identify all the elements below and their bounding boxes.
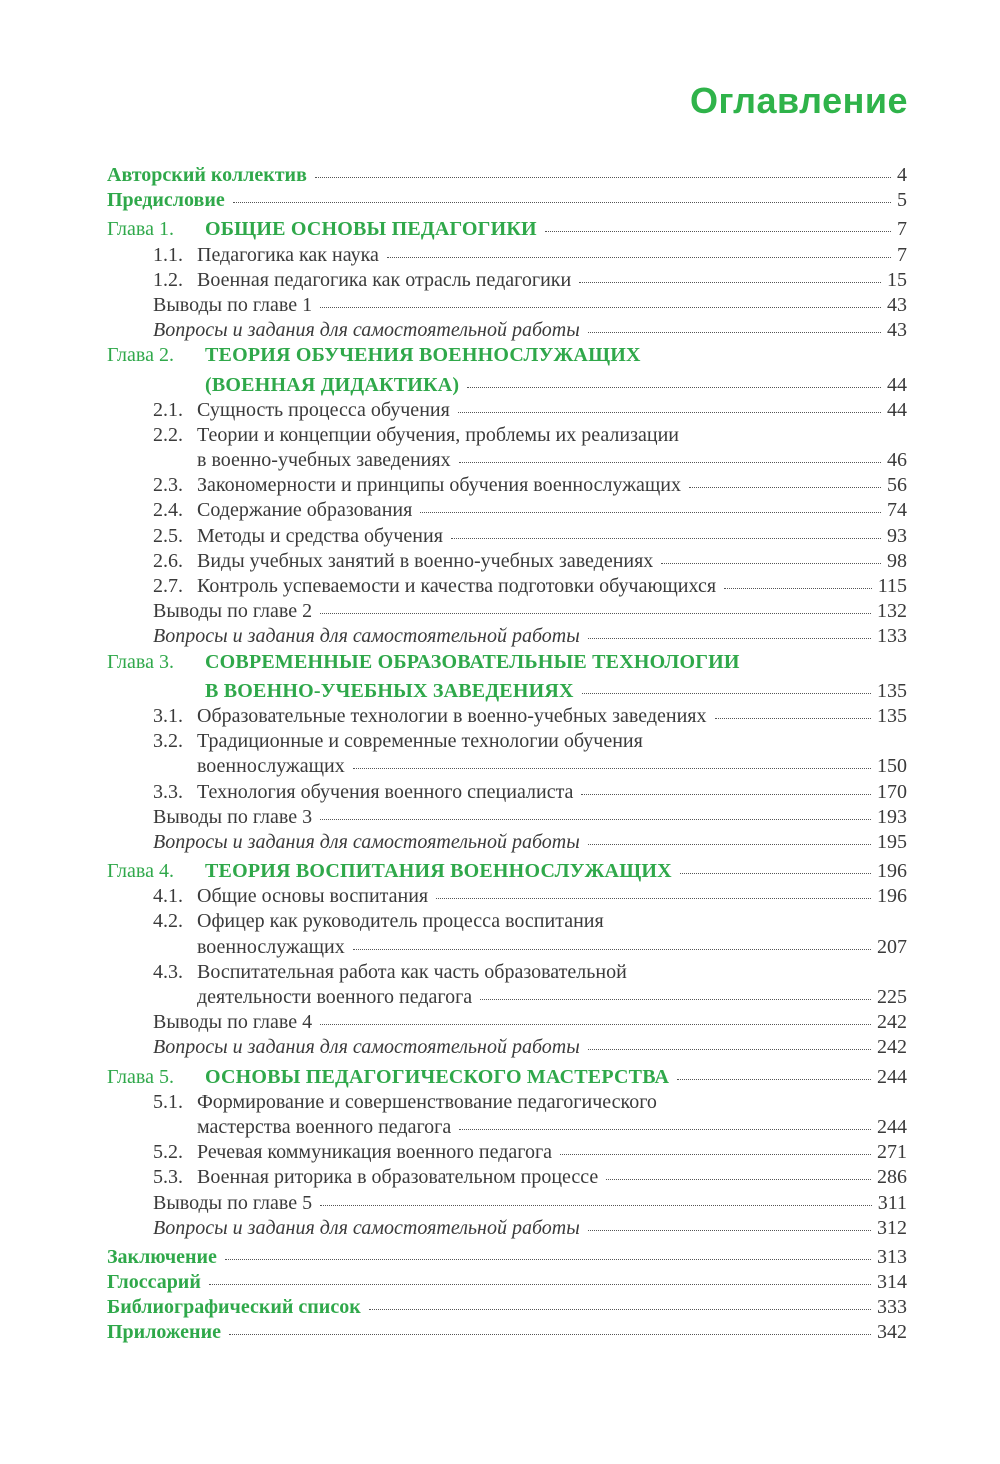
chapter-title: ОБЩИЕ ОСНОВЫ ПЕДАГОГИКИ — [205, 218, 537, 241]
page-number: 44 — [887, 373, 907, 396]
toc-entry-section[interactable] — [107, 243, 907, 268]
entry-label-wrap — [107, 1245, 217, 1270]
section-wrap — [107, 1091, 657, 1113]
toc-entry-conclusions[interactable] — [107, 599, 907, 624]
section-title: Методы и средства обучения — [197, 524, 443, 547]
section-wrap — [107, 600, 312, 622]
section-wrap — [107, 499, 412, 521]
toc-entry-chapter[interactable] — [107, 679, 907, 704]
toc-entry-section[interactable] — [107, 268, 907, 293]
section-title: в военно-учебных заведениях — [197, 449, 451, 472]
toc-entry-section[interactable] — [107, 549, 907, 574]
dot-leader — [715, 718, 871, 719]
page-number: 244 — [877, 1065, 907, 1088]
entry-label-wrap — [107, 1295, 361, 1320]
toc-entry-section[interactable] — [107, 398, 907, 423]
section-number: 3.2. — [153, 730, 183, 753]
dot-leader — [451, 538, 881, 539]
entry-label-wrap — [107, 217, 537, 242]
chapter-prefix: Глава 3. — [107, 650, 174, 673]
entry-label-wrap — [107, 679, 574, 704]
section-wrap — [107, 806, 312, 828]
toc-entry-back[interactable] — [107, 1320, 907, 1345]
section-number: 2.7. — [153, 575, 183, 597]
entry-label: Заключение — [107, 1245, 217, 1268]
chapter-prefix: Глава 2. — [107, 344, 174, 367]
chapter-title: СОВРЕМЕННЫЕ ОБРАЗОВАТЕЛЬНЫЕ ТЕХНОЛОГИИ — [205, 650, 740, 673]
dot-leader — [588, 332, 881, 333]
dot-leader — [315, 177, 891, 178]
dot-leader — [233, 202, 891, 203]
page-number: 312 — [877, 1216, 907, 1239]
page-number: 7 — [897, 218, 907, 241]
section-wrap — [107, 1166, 598, 1188]
section-title: Традиционные и современные технологии обучения — [197, 730, 643, 753]
entry-label-wrap — [107, 805, 312, 830]
section-wrap — [107, 1141, 552, 1163]
entry-label-wrap — [107, 243, 379, 268]
entry-label-wrap — [107, 163, 307, 188]
page-number: 313 — [877, 1245, 907, 1268]
toc-entry-section[interactable] — [107, 498, 907, 523]
page-number: 5 — [897, 189, 907, 212]
section-title: Речевая коммуникация военного педагога — [197, 1141, 553, 1164]
chapter-prefix: Глава 1. — [107, 218, 174, 241]
dot-leader — [560, 1154, 871, 1155]
dot-leader — [480, 999, 871, 1000]
dot-leader — [320, 1024, 871, 1025]
toc-entry-back[interactable] — [107, 1295, 907, 1320]
toc-entry-chapter[interactable] — [107, 373, 907, 398]
dot-leader — [545, 231, 891, 232]
entry-label-wrap — [107, 318, 580, 343]
section-title: Общие основы воспитания — [197, 885, 429, 908]
toc-entry-section[interactable] — [107, 935, 907, 960]
dot-leader — [320, 613, 871, 614]
entry-label: Предисловие — [107, 189, 225, 212]
toc-entry-section[interactable] — [107, 754, 907, 779]
entry-label: Приложение — [107, 1321, 221, 1344]
entry-label-wrap — [107, 1035, 580, 1060]
section-number: 5.3. — [153, 1166, 183, 1189]
section-title: Военная риторика в образовательном процессе — [197, 1166, 599, 1189]
page-number: 115 — [877, 575, 907, 597]
section-wrap — [107, 705, 707, 727]
page-number: 46 — [887, 449, 907, 472]
dot-leader — [459, 1129, 871, 1130]
questions-label: Вопросы и задания для самостоятельной работы — [153, 625, 580, 648]
toc-entry-questions[interactable] — [107, 624, 907, 649]
toc-entry-chapter — [107, 650, 907, 675]
toc-entry-conclusions[interactable] — [107, 1010, 907, 1035]
toc-entry-section[interactable] — [107, 1115, 907, 1140]
page-number: 311 — [877, 1191, 907, 1214]
dot-leader — [588, 1230, 871, 1231]
section-title-cont — [107, 1116, 451, 1138]
toc-entry-section[interactable] — [107, 524, 907, 549]
toc-entry-section — [107, 1090, 907, 1115]
toc-entry-back[interactable] — [107, 1245, 907, 1270]
toc-entry-chapter[interactable] — [107, 859, 907, 884]
toc-entry-section[interactable] — [107, 985, 907, 1010]
conclusions-label: Выводы по главе 2 — [153, 600, 313, 623]
page-number: 4 — [897, 164, 907, 186]
section-title: Виды учебных занятий в военно-учебных заведениях — [197, 549, 654, 572]
section-title: военнослужащих — [197, 935, 345, 958]
section-number: 2.6. — [153, 549, 183, 572]
chapter-title: ТЕОРИЯ ОБУЧЕНИЯ ВОЕННОСЛУЖАЩИХ — [205, 344, 641, 367]
page-number: 225 — [877, 986, 907, 1008]
toc-entry-section[interactable] — [107, 473, 907, 498]
dot-leader — [588, 1049, 871, 1050]
section-title: Педагогика как наука — [197, 243, 379, 266]
section-title: мастерства военного педагога — [197, 1115, 452, 1138]
page-number: 196 — [877, 860, 907, 883]
section-title: деятельности военного педагога — [197, 986, 473, 1008]
dot-leader — [436, 898, 871, 899]
section-wrap — [107, 244, 379, 266]
section-wrap — [107, 730, 643, 752]
page-number: 244 — [877, 1115, 907, 1138]
page-number: 286 — [877, 1166, 907, 1189]
toc-entry-section — [107, 909, 907, 934]
section-wrap — [107, 294, 312, 316]
entry-label-wrap — [107, 1270, 201, 1295]
chapter-title-cont — [107, 680, 574, 702]
toc-entry-section — [107, 960, 907, 985]
page-number: 135 — [877, 704, 907, 727]
dot-leader — [369, 1309, 871, 1310]
section-number: 5.1. — [153, 1090, 183, 1113]
section-wrap — [107, 575, 716, 597]
section-title: Образовательные технологии в военно-учебных заведениях — [197, 704, 707, 727]
dot-leader — [588, 638, 871, 639]
chapter-prefix: Глава 4. — [107, 860, 174, 883]
dot-leader — [229, 1334, 871, 1335]
entry-label-wrap — [107, 754, 345, 779]
toc-entry-conclusions[interactable] — [107, 293, 907, 318]
section-wrap — [107, 781, 573, 803]
toc-entry-questions[interactable] — [107, 1216, 907, 1241]
section-title-cont — [107, 936, 345, 958]
dot-leader — [225, 1259, 871, 1260]
toc-entry-section[interactable] — [107, 1165, 907, 1190]
page-number: 242 — [877, 1011, 907, 1034]
toc-entry-chapter[interactable] — [107, 1065, 907, 1090]
entry-label-wrap — [107, 859, 672, 884]
toc-entry-questions[interactable] — [107, 318, 907, 343]
entry-label-wrap — [107, 624, 580, 649]
section-wrap — [107, 961, 627, 983]
section-wrap — [107, 399, 450, 421]
entry-label: Авторский коллектив — [107, 164, 307, 186]
page-number: 132 — [877, 600, 907, 623]
dot-leader — [387, 257, 891, 258]
dot-leader — [320, 307, 881, 308]
entry-label-wrap — [107, 373, 459, 398]
section-number: 2.3. — [153, 474, 183, 497]
entry-label-wrap — [107, 599, 312, 624]
section-title: Содержание образования — [197, 499, 413, 522]
section-wrap — [107, 831, 580, 853]
chapter-prefix: Глава 5. — [107, 1065, 174, 1088]
page-number: 195 — [877, 830, 907, 853]
toc-entry-section — [107, 729, 907, 754]
page-number: 207 — [877, 935, 907, 958]
toc-entry-section[interactable] — [107, 574, 907, 599]
dot-leader — [582, 693, 871, 694]
dot-leader — [579, 282, 881, 283]
toc-entry-front[interactable] — [107, 188, 907, 213]
section-wrap — [107, 1011, 312, 1033]
section-title: Контроль успеваемости и качества подготовки обучающихся — [197, 575, 717, 597]
entry-label-wrap — [107, 830, 580, 855]
entry-label: Глоссарий — [107, 1271, 201, 1294]
section-wrap — [107, 424, 679, 446]
entry-label-wrap — [107, 293, 312, 318]
dot-leader — [677, 1079, 871, 1080]
toc-entry-section[interactable] — [107, 704, 907, 729]
toc-entry-back[interactable] — [107, 1270, 907, 1295]
chapter-title-cont — [107, 374, 459, 396]
page-number: 196 — [877, 885, 907, 908]
section-title: Теории и концепции обучения, проблемы их реализации — [197, 423, 679, 446]
section-wrap — [107, 1036, 580, 1058]
section-number: 4.3. — [153, 960, 183, 983]
entry-label-wrap — [107, 448, 451, 473]
section-number: 5.2. — [153, 1141, 183, 1164]
page-number: 193 — [877, 805, 907, 828]
toc-entry-section[interactable] — [107, 884, 907, 909]
entry-label-wrap — [107, 473, 681, 498]
toc-entry-front[interactable] — [107, 163, 907, 188]
toc-entry-questions[interactable] — [107, 830, 907, 855]
section-wrap — [107, 474, 681, 496]
chapter-title: ТЕОРИЯ ВОСПИТАНИЯ ВОЕННОСЛУЖАЩИХ — [205, 860, 672, 883]
page-number: 93 — [887, 524, 907, 547]
chapter-title: ОСНОВЫ ПЕДАГОГИЧЕСКОГО МАСТЕРСТВА — [205, 1065, 670, 1088]
page-number: 43 — [887, 319, 907, 342]
page-number: 7 — [897, 243, 907, 266]
page-number: 133 — [877, 625, 907, 648]
entry-label-wrap — [107, 704, 707, 729]
page-number: 333 — [877, 1296, 907, 1319]
dot-leader — [689, 487, 881, 488]
section-number: 1.1. — [153, 243, 183, 266]
section-title: Сущность процесса обучения — [197, 398, 450, 421]
section-number: 2.1. — [153, 398, 183, 421]
entry-label-wrap — [107, 1065, 669, 1090]
section-wrap — [107, 525, 443, 547]
entry-label-wrap — [107, 884, 428, 909]
dot-leader — [353, 949, 871, 950]
dot-leader — [353, 768, 871, 769]
dot-leader — [458, 412, 881, 413]
entry-label-wrap — [107, 268, 571, 293]
section-number: 3.1. — [153, 704, 183, 727]
entry-label-wrap — [107, 1191, 312, 1216]
toc-entry-section[interactable] — [107, 1140, 907, 1165]
page-number: 342 — [877, 1321, 907, 1344]
entry-label: Библиографический список — [107, 1296, 361, 1319]
toc-entry-section — [107, 423, 907, 448]
entry-label-wrap — [107, 1010, 312, 1035]
table-of-contents — [107, 163, 907, 1346]
page-title: Оглавление — [690, 80, 908, 121]
page-number: 98 — [887, 549, 907, 572]
conclusions-label: Выводы по главе 1 — [153, 293, 313, 316]
conclusions-label: Выводы по главе 3 — [153, 805, 313, 828]
section-wrap — [107, 910, 604, 932]
dot-leader — [581, 794, 871, 795]
section-wrap — [107, 550, 653, 572]
conclusions-label: Выводы по главе 4 — [153, 1011, 313, 1034]
page-number: 271 — [877, 1141, 907, 1164]
section-title: Военная педагогика как отрасль педагогики — [197, 268, 572, 291]
questions-label: Вопросы и задания для самостоятельной работы — [153, 1216, 580, 1239]
entry-label-wrap — [107, 524, 443, 549]
page-number: 56 — [887, 474, 907, 497]
entry-label-wrap — [107, 935, 345, 960]
page-number: 44 — [887, 398, 907, 421]
dot-leader — [420, 512, 881, 513]
section-wrap — [107, 625, 580, 647]
page-number: 150 — [877, 755, 907, 778]
section-number: 4.2. — [153, 910, 183, 933]
section-wrap — [107, 885, 428, 907]
entry-label-wrap — [107, 1216, 580, 1241]
questions-label: Вопросы и задания для самостоятельной работы — [153, 830, 580, 853]
section-title: Закономерности и принципы обучения военнослужащих — [197, 474, 682, 497]
section-number: 3.3. — [153, 780, 183, 803]
entry-label-wrap — [107, 498, 412, 523]
section-title-cont — [107, 986, 472, 1008]
section-number: 2.5. — [153, 524, 183, 547]
toc-entry-chapter — [107, 343, 907, 368]
entry-label-wrap — [107, 188, 225, 213]
page-number: 43 — [887, 293, 907, 316]
chapter-title: В ВОЕННО-УЧЕБНЫХ ЗАВЕДЕНИЯХ — [205, 679, 574, 702]
dot-leader — [724, 588, 872, 589]
page-number: 74 — [887, 499, 907, 522]
questions-label: Вопросы и задания для самостоятельной работы — [153, 319, 580, 342]
entry-label-wrap — [107, 1115, 451, 1140]
page-number: 135 — [877, 679, 907, 702]
page-number: 15 — [887, 268, 907, 291]
section-number: 2.2. — [153, 423, 183, 446]
section-wrap — [107, 269, 571, 291]
section-wrap — [107, 1217, 580, 1239]
section-title-cont — [107, 449, 451, 471]
section-wrap — [107, 1192, 312, 1214]
section-title: военнослужащих — [197, 755, 345, 778]
entry-label-wrap — [107, 398, 450, 423]
entry-label-wrap — [107, 780, 573, 805]
entry-label-wrap — [107, 1140, 552, 1165]
section-title: Формирование и совершенствование педагогического — [197, 1090, 657, 1113]
section-wrap — [107, 319, 580, 341]
page-number: 170 — [877, 780, 907, 803]
section-title-cont — [107, 755, 345, 777]
entry-label-wrap — [107, 574, 716, 599]
conclusions-label: Выводы по главе 5 — [153, 1191, 313, 1214]
toc-entry-section[interactable] — [107, 780, 907, 805]
questions-label: Вопросы и задания для самостоятельной работы — [153, 1036, 580, 1059]
dot-leader — [320, 819, 871, 820]
section-number: 4.1. — [153, 885, 183, 908]
toc-entry-chapter[interactable] — [107, 217, 907, 242]
toc-entry-section[interactable] — [107, 448, 907, 473]
dot-leader — [606, 1179, 871, 1180]
chapter-title: (ВОЕННАЯ ДИДАКТИКА) — [205, 373, 460, 396]
dot-leader — [459, 462, 881, 463]
dot-leader — [320, 1205, 872, 1206]
entry-label-wrap — [107, 1320, 221, 1345]
dot-leader — [588, 844, 871, 845]
dot-leader — [680, 873, 871, 874]
entry-label-wrap — [107, 1165, 598, 1190]
entry-label-wrap — [107, 985, 472, 1010]
toc-entry-conclusions[interactable] — [107, 805, 907, 830]
page-number: 242 — [877, 1036, 907, 1059]
dot-leader — [467, 387, 881, 388]
toc-entry-conclusions[interactable] — [107, 1191, 907, 1216]
section-title: Технология обучения военного специалиста — [197, 780, 574, 803]
section-number: 2.4. — [153, 499, 183, 522]
entry-label-wrap — [107, 549, 653, 574]
section-title: Воспитательная работа как часть образовательной — [197, 960, 627, 983]
toc-entry-questions[interactable] — [107, 1035, 907, 1060]
dot-leader — [661, 563, 881, 564]
section-number: 1.2. — [153, 268, 183, 291]
section-title: Офицер как руководитель процесса воспитания — [197, 910, 604, 933]
page-number: 314 — [877, 1271, 907, 1294]
dot-leader — [209, 1284, 871, 1285]
